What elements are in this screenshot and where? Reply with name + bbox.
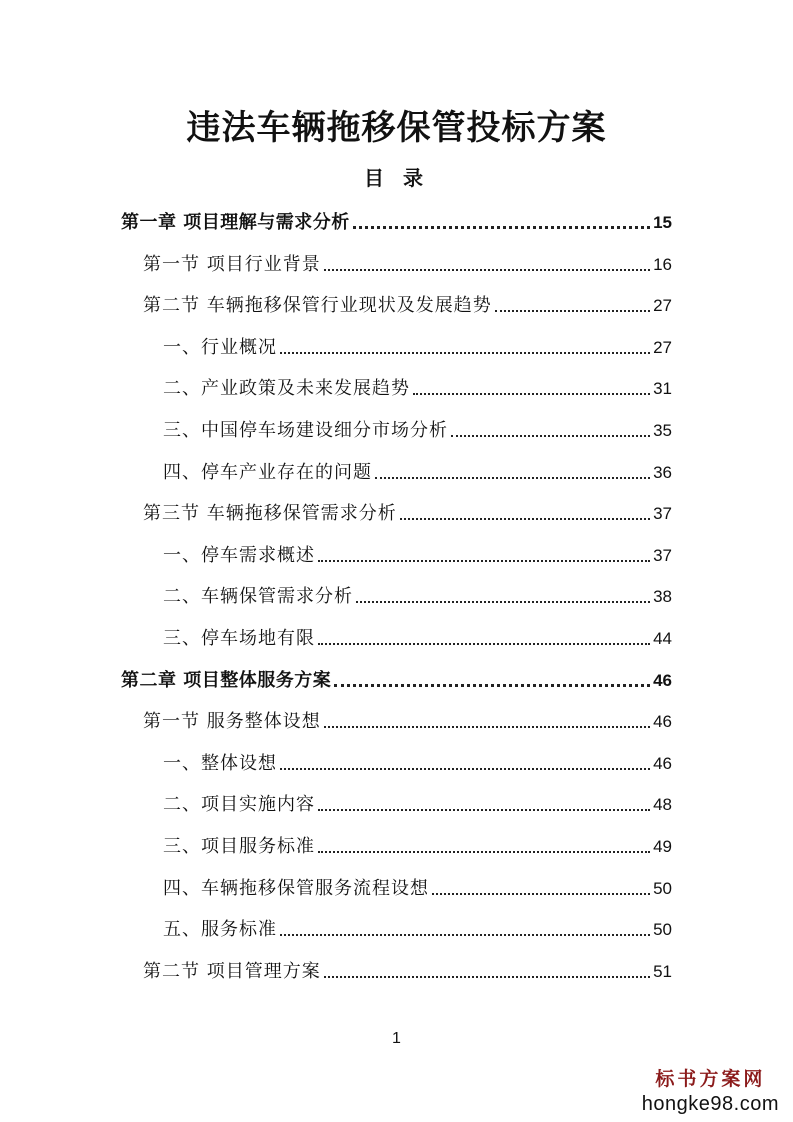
toc-heading: 目 录 <box>364 166 429 190</box>
toc-entry-page: 50 <box>653 920 672 940</box>
toc-entry-label: 三、中国停车场建设细分市场分析 <box>163 420 448 441</box>
toc-entry[interactable] <box>143 247 672 277</box>
toc-entry[interactable] <box>163 912 672 942</box>
toc-entry-page: 51 <box>653 961 672 981</box>
toc-entry-label: 二、产业政策及未来发展趋势 <box>163 378 410 400</box>
toc-entry[interactable] <box>163 579 672 609</box>
toc-entry[interactable] <box>121 205 672 235</box>
toc-leader-dots <box>318 851 650 853</box>
toc-entry[interactable] <box>163 413 672 443</box>
toc-entry[interactable] <box>121 663 672 693</box>
toc-leader-dots <box>318 643 650 645</box>
toc-entry[interactable] <box>163 455 672 485</box>
toc-leader-dots <box>324 726 650 728</box>
toc-entry-page: 37 <box>653 504 672 524</box>
toc-entry-page: 37 <box>653 545 672 565</box>
toc-entry-page: 46 <box>653 712 672 732</box>
toc-entry[interactable] <box>163 871 672 901</box>
toc-entry-page: 27 <box>653 296 672 316</box>
toc-entry[interactable] <box>143 704 672 734</box>
toc-leader-dots <box>375 477 650 479</box>
toc-entry[interactable] <box>163 621 672 651</box>
toc-entry-label: 二、车辆保管需求分析 <box>163 586 353 608</box>
toc-entry-page: 46 <box>653 670 672 690</box>
toc-entry-page: 38 <box>653 587 672 607</box>
toc-entry[interactable] <box>163 746 672 776</box>
watermark <box>642 1066 779 1116</box>
toc-leader-dots <box>356 601 650 603</box>
document-title: 违法车辆拖移保管投标方案 <box>186 108 607 148</box>
toc-entry-label: 一、整体设想 <box>163 752 277 774</box>
toc-entry-page: 15 <box>653 213 672 232</box>
toc-entry-label: 第二节 项目管理方案 <box>143 960 321 982</box>
toc-entry-page: 31 <box>653 379 672 399</box>
toc-leader-dots <box>451 435 650 437</box>
toc-entry-label: 四、停车产业存在的问题 <box>163 461 372 483</box>
toc-leader-dots <box>280 768 650 770</box>
toc-entry-page: 16 <box>653 254 672 274</box>
toc-entry-label: 三、停车场地有限 <box>163 628 315 649</box>
toc-entry-label: 第二节 车辆拖移保管行业现状及发展趋势 <box>143 295 492 317</box>
toc-leader-dots <box>413 393 650 395</box>
toc-entry[interactable] <box>143 496 672 526</box>
watermark-name: 标书方案网 <box>655 1068 766 1090</box>
toc-leader-dots <box>432 893 650 895</box>
toc-entry-label: 三、项目服务标准 <box>163 836 315 857</box>
toc-entry-label: 一、行业概况 <box>163 336 277 358</box>
toc-entry-label: 第三节 车辆拖移保管需求分析 <box>143 503 397 525</box>
toc-leader-dots <box>334 684 650 687</box>
toc-entry-page: 49 <box>653 837 672 856</box>
toc-entry-label: 五、服务标准 <box>163 919 277 941</box>
toc-leader-dots <box>353 226 650 229</box>
toc-entry-label: 第二章 项目整体服务方案 <box>121 669 332 691</box>
toc-leader-dots <box>280 352 650 354</box>
toc-leader-dots <box>318 560 650 562</box>
toc-entry[interactable] <box>163 787 672 817</box>
toc-entry-page: 27 <box>653 337 672 357</box>
toc-entry-label: 第一章 项目理解与需求分析 <box>121 212 350 233</box>
toc-entry[interactable] <box>143 954 672 984</box>
toc-entry-label: 二、项目实施内容 <box>163 794 315 816</box>
toc-leader-dots <box>280 934 650 936</box>
toc-entry[interactable] <box>163 330 672 360</box>
toc-entry-page: 50 <box>653 878 672 898</box>
toc-entry-label: 一、停车需求概述 <box>163 544 315 566</box>
toc-leader-dots <box>495 310 650 312</box>
watermark-url: hongke98.com <box>641 1093 779 1115</box>
toc-leader-dots <box>400 518 650 520</box>
toc-entry[interactable] <box>163 538 672 568</box>
toc-leader-dots <box>318 809 650 811</box>
toc-entry[interactable] <box>163 829 672 859</box>
toc-entry[interactable] <box>163 371 672 401</box>
toc-leader-dots <box>324 976 650 978</box>
page-number: 1 <box>392 1030 401 1047</box>
toc-entry[interactable] <box>143 288 672 318</box>
toc-entry-page: 48 <box>653 795 672 815</box>
toc-entry-page: 36 <box>653 462 672 482</box>
toc-leader-dots <box>324 269 650 271</box>
toc-entry-page: 35 <box>653 421 672 440</box>
toc-entry-page: 44 <box>653 629 672 648</box>
toc-entry-label: 四、车辆拖移保管服务流程设想 <box>163 877 429 899</box>
toc-entry-label: 第一节 项目行业背景 <box>143 253 321 275</box>
toc-entry-label: 第一节 服务整体设想 <box>143 711 321 733</box>
toc-entry-page: 46 <box>653 753 672 773</box>
